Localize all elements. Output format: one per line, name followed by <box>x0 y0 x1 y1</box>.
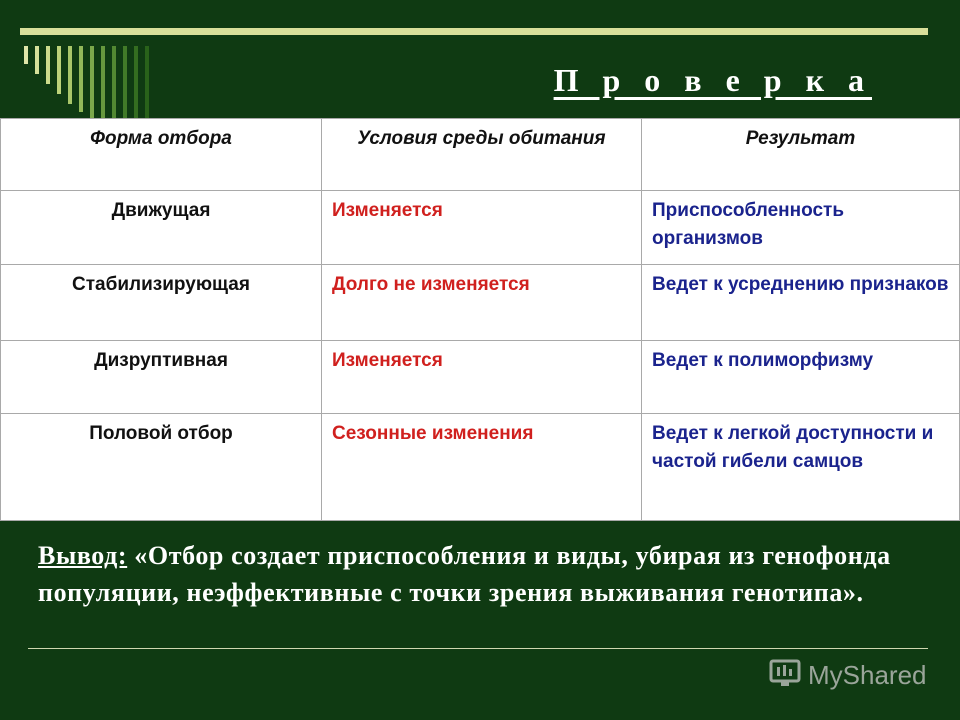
decor-stripe <box>79 46 83 112</box>
cell-result: Ведет к усреднению признаков <box>642 265 960 341</box>
table-row <box>1 191 960 265</box>
table-row <box>1 265 960 341</box>
decor-stripe <box>57 46 61 94</box>
decor-stripe <box>101 46 105 118</box>
top-decor-line <box>20 28 928 35</box>
conclusion-text <box>38 537 918 611</box>
cell-conditions: Изменяется <box>322 191 642 265</box>
decor-stripe <box>134 46 138 118</box>
decor-stripe <box>35 46 39 74</box>
selection-table <box>0 118 960 521</box>
cell-form: Дизруптивная <box>1 341 322 414</box>
decor-stripe <box>112 46 116 118</box>
table-row <box>1 341 960 414</box>
decor-stripe <box>24 46 28 64</box>
header-form: Форма отбора <box>1 119 322 191</box>
decor-stripe <box>68 46 72 104</box>
decor-stripe <box>145 46 149 118</box>
slide-title: П р о в е р к а <box>553 62 872 98</box>
cell-form: Половой отбор <box>1 414 322 521</box>
cell-conditions: Сезонные изменения <box>322 414 642 521</box>
cell-result: Приспособленность организмов <box>642 191 960 265</box>
table-row <box>1 414 960 521</box>
decor-stripes <box>24 46 164 118</box>
conclusion-label: Вывод: <box>38 541 128 570</box>
watermark-text: MyShared <box>808 660 927 690</box>
conclusion-body: «Отбор создает приспособления и виды, убирая из генофонда популяции, неэффективные с точки зрения выживания генотипа». <box>38 541 891 607</box>
decor-stripe <box>46 46 50 84</box>
decor-stripe <box>90 46 94 118</box>
cell-conditions: Долго не изменяется <box>322 265 642 341</box>
cell-result: Ведет к полиморфизму <box>642 341 960 414</box>
cell-conditions: Изменяется <box>322 341 642 414</box>
cell-form: Движущая <box>1 191 322 265</box>
bottom-divider <box>28 648 928 649</box>
table-header-row <box>1 119 960 191</box>
cell-result: Ведет к легкой доступности и частой гибели самцов <box>642 414 960 521</box>
myshared-logo-icon <box>768 656 802 695</box>
cell-form: Стабилизирующая <box>1 265 322 341</box>
watermark <box>768 656 927 695</box>
header-conditions: Условия среды обитания <box>322 119 642 191</box>
decor-stripe <box>123 46 127 118</box>
header-result: Результат <box>642 119 960 191</box>
